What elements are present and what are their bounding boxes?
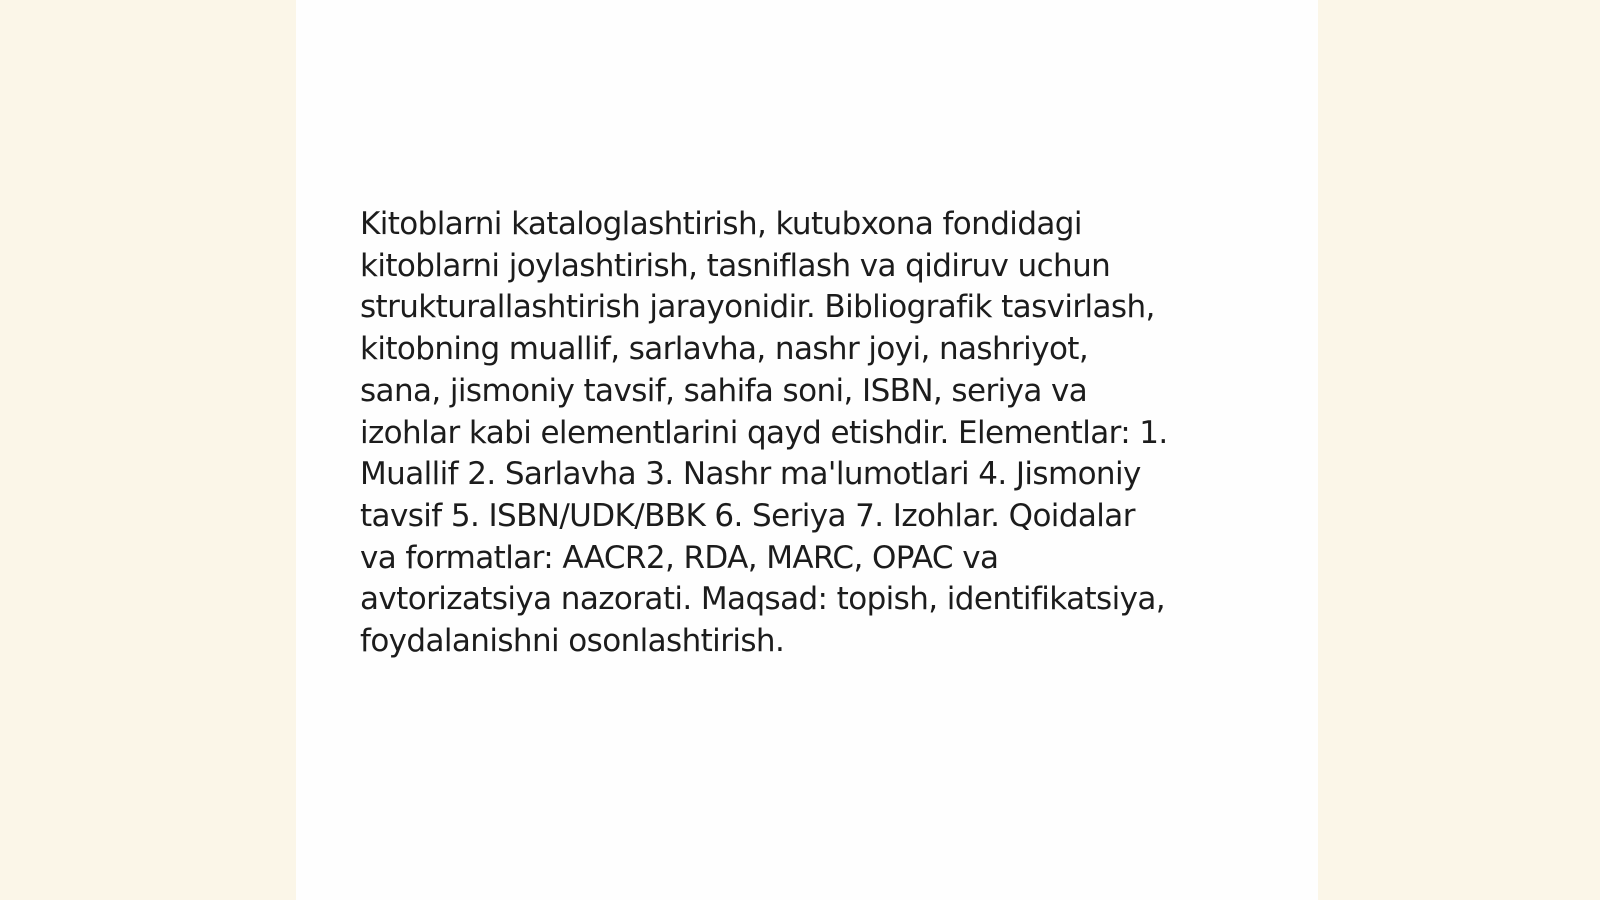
slide-body-text: Kitoblarni kataloglashtirish, kutubxona fondidagi kitoblarni joylashtirish, tasniflash va qidiruv uchun strukturallashtirish jarayonidir. Bibliografik tasvirlash, kitobning muallif, sarlavha, nashr joyi, nashriyot, sana, jismoniy tavsif, sahifa soni, ISBN, seriya va izohlar kabi elementlarini qayd etishdir. Elementlar: 1. Muallif 2. Sarlavha 3. Nashr ma'lumotlari 4. Jismoniy tavsif 5. ISBN/UDK/BBK 6. Seriya 7. Izohlar. Qoidalar va formatlar: AACR2, RDA, MARC, OPAC va avtorizatsiya nazorati. Maqsad: topish, identifikatsiya, foydalanishni osonlashtirish. xyxy=(360,206,1168,660)
right-margin-panel xyxy=(1318,0,1600,900)
left-margin-panel xyxy=(0,0,296,900)
